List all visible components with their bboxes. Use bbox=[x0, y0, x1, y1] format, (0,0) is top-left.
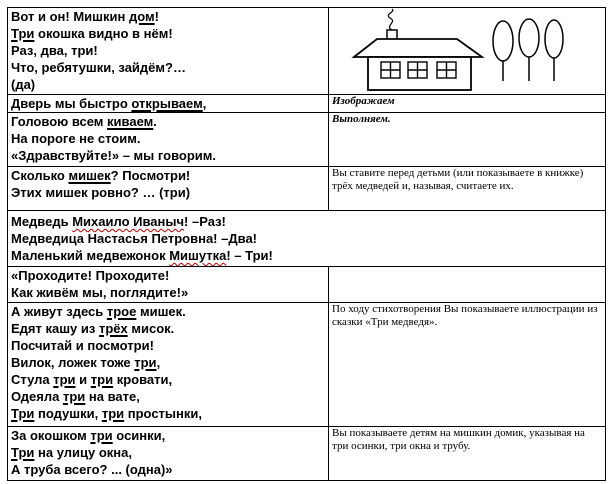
table-row bbox=[8, 211, 606, 267]
verse-line: А живут здесь трое мишек. bbox=[11, 304, 186, 319]
aspen-tree-icon bbox=[493, 21, 513, 81]
verse-cell bbox=[8, 303, 329, 427]
house-window bbox=[437, 62, 456, 78]
verse-line: (да) bbox=[11, 77, 36, 92]
poem-table bbox=[7, 7, 606, 481]
house-window bbox=[408, 62, 427, 78]
verse-cell bbox=[8, 113, 329, 167]
verse-cell bbox=[8, 267, 329, 303]
house-illustration-cell bbox=[329, 8, 606, 95]
verse-line: Три на улицу окна, bbox=[11, 445, 132, 460]
house-window bbox=[381, 62, 400, 78]
instruction-cell: Вы показываете детям на мишкин домик, указывая на три осинки, три окна и трубу. bbox=[329, 427, 606, 481]
table-row bbox=[8, 267, 606, 303]
verse-line: «Проходите! Проходите! bbox=[11, 268, 170, 283]
verse-line: Раз, два, три! bbox=[11, 43, 98, 58]
table-row bbox=[8, 8, 606, 95]
verse-cell bbox=[8, 95, 329, 113]
table-row bbox=[8, 95, 606, 113]
verse-line: Посчитай и посмотри! bbox=[11, 338, 154, 353]
verse-cell bbox=[8, 8, 329, 95]
verse-line: Дверь мы быстро открываем, bbox=[11, 96, 207, 111]
verse-cell bbox=[8, 427, 329, 481]
smoke-icon bbox=[388, 9, 393, 30]
verse-cell bbox=[8, 211, 606, 267]
verse-line: За окошком три осинки, bbox=[11, 428, 166, 443]
house-with-trees-illustration bbox=[332, 8, 606, 94]
instruction-cell bbox=[329, 267, 606, 303]
instruction-cell: Выполняем. bbox=[329, 113, 606, 167]
verse-line: Маленький медвежонок Мишутка! – Три! bbox=[11, 248, 273, 263]
table-row bbox=[8, 303, 606, 427]
table-row bbox=[8, 167, 606, 211]
verse-line: Едят кашу из трёх мисок. bbox=[11, 321, 175, 336]
verse-line: На пороге не стоим. bbox=[11, 131, 141, 146]
aspen-tree-icon bbox=[545, 20, 563, 81]
verse-line: Медведица Настасья Петровна! –Два! bbox=[11, 231, 257, 246]
instruction-cell: По ходу стихотворения Вы показываете иллюстрации из сказки «Три медведя». bbox=[329, 303, 606, 427]
roof bbox=[354, 39, 482, 57]
verse-line: Как живём мы, поглядите!» bbox=[11, 285, 189, 300]
verse-line: Головою всем киваем. bbox=[11, 114, 157, 129]
verse-line: Три окошка видно в нём! bbox=[11, 26, 173, 41]
verse-line: «Здравствуйте!» – мы говорим. bbox=[11, 148, 216, 163]
verse-cell bbox=[8, 167, 329, 211]
verse-line: Вилок, ложек тоже три, bbox=[11, 355, 161, 370]
verse-line: Этих мишек ровно? … (три) bbox=[11, 185, 191, 200]
verse-line: А труба всего? ... (одна)» bbox=[11, 462, 173, 477]
verse-line: Стула три и три кровати, bbox=[11, 372, 173, 387]
verse-line: Медведь Михаило Иваныч! –Раз! bbox=[11, 214, 226, 229]
verse-line: Одеяла три на вате, bbox=[11, 389, 140, 404]
verse-line: Вот и он! Мишкин дом! bbox=[11, 9, 159, 24]
table-row bbox=[8, 427, 606, 481]
table-row bbox=[8, 113, 606, 167]
verse-line: Что, ребятушки, зайдём?… bbox=[11, 60, 186, 75]
verse-line: Три подушки, три простынки, bbox=[11, 406, 202, 421]
instruction-cell: Вы ставите перед детьми (или показываете в книжке) трёх медведей и, называя, считаете их. bbox=[329, 167, 606, 211]
aspen-tree-icon bbox=[519, 19, 539, 81]
verse-line: Сколько мишек? Посмотри! bbox=[11, 168, 191, 183]
instruction-cell: Изображаем bbox=[329, 95, 606, 113]
